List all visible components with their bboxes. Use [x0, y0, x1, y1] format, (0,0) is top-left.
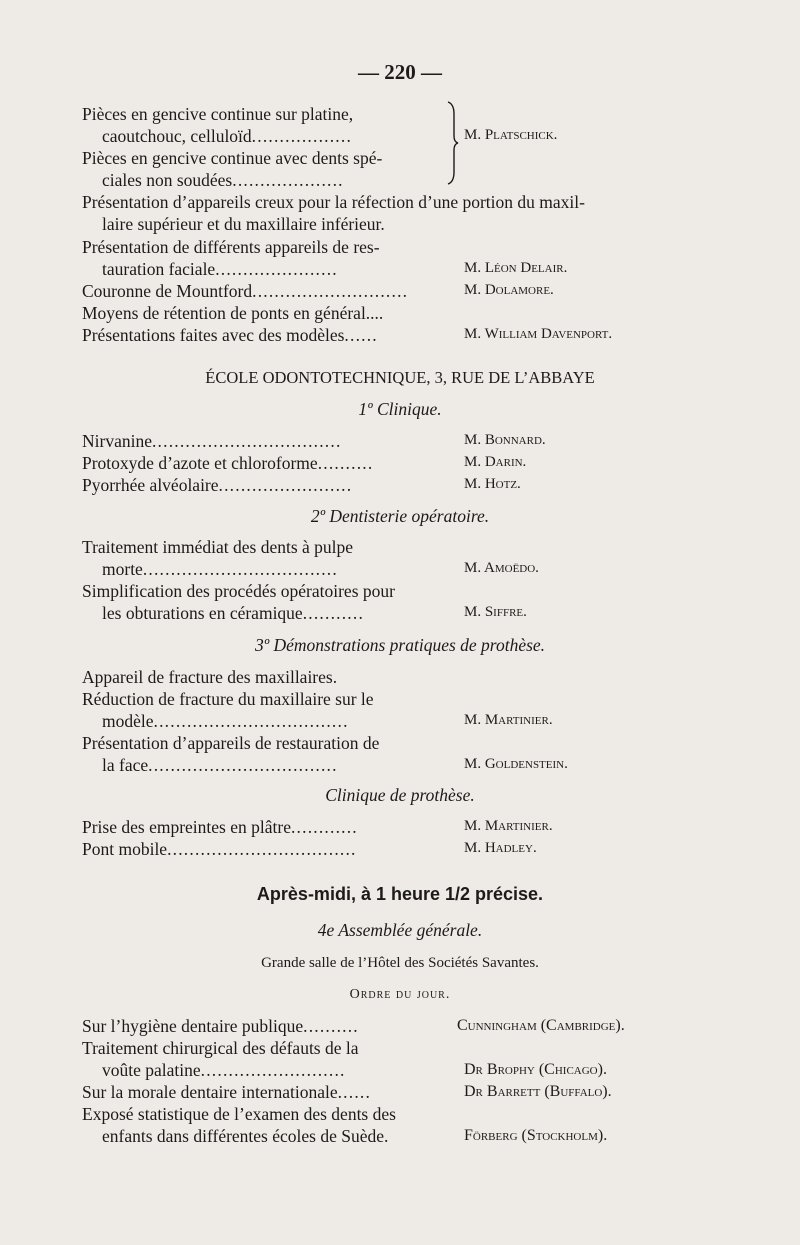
author-name: Dr Brophy (Chicago). [464, 1061, 607, 1078]
author-name: M. Martinier. [464, 818, 553, 834]
author-name: M. Hadley. [464, 840, 537, 856]
section-heading: Après-midi, à 1 heure 1/2 précise. [256, 884, 544, 904]
list-item: Simplification des procédés opératoires pour les obturations en céramique........... [82, 581, 395, 623]
list-item: Traitement chirurgical des défauts de la voûte palatine.......................... [82, 1038, 359, 1080]
author-name: M. Hotz. [464, 476, 521, 492]
author-name: Förberg (Stockholm). [464, 1127, 608, 1144]
list-item: Sur la morale dentaire internationale...... [82, 1082, 372, 1102]
list-item: Traitement immédiat des dents à pulpe morte................................... [82, 537, 354, 579]
list-item: Exposé statistique de l’examen des dents des enfants dans différentes écoles de Suède. [82, 1104, 396, 1146]
subsection-heading: 3º Démonstrations pratiques de prothèse. [254, 635, 546, 655]
section-heading: ÉCOLE ODONTOTECHNIQUE, 3, RUE DE L’ABBAYE [205, 368, 595, 387]
subsection-heading: Clinique de prothèse. [325, 785, 475, 805]
list-item: Pièces en gencive continue avec dents spé- ciales non soudées.................... [82, 148, 383, 190]
agenda-heading: Ordre du jour. [349, 987, 451, 1002]
author-name: M. Platschick. [464, 127, 558, 143]
list-item: Pont mobile.................................. [82, 839, 357, 859]
list-item: Pyorrhée alvéolaire........................ [82, 475, 353, 495]
author-name: M. Amoëdo. [464, 560, 539, 576]
subsection-heading: 1º Clinique. [358, 399, 442, 419]
author-name: Dr Barrett (Buffalo). [464, 1083, 612, 1100]
page-number: — 220 — [358, 60, 442, 84]
list-item: Moyens de rétention de ponts en général.... [82, 303, 384, 323]
list-item: Présentation de différents appareils de res- tauration faciale...................... [82, 237, 380, 279]
author-name: M. William Davenport. [464, 326, 613, 342]
list-item: Prise des empreintes en plâtre............ [82, 817, 358, 837]
venue-line: Grande salle de l’Hôtel des Sociétés Savantes. [261, 955, 539, 971]
brace-icon [446, 100, 460, 186]
subsection-heading: 2º Dentisterie opératoire. [310, 506, 490, 526]
author-name: M. Léon Delair. [464, 260, 568, 276]
list-item: Réduction de fracture du maxillaire sur le modèle................................... [82, 689, 374, 731]
list-item: Présentation d’appareils creux pour la réfection d’une portion du maxil- laire supérieur et du maxillaire inférieur. [82, 192, 585, 234]
author-name: M. Dolamore. [464, 282, 554, 298]
list-item: Présentation d’appareils de restauration de la face.................................. [82, 733, 380, 775]
author-name: M. Bonnard. [464, 432, 546, 448]
list-item: Sur l’hygiène dentaire publique.......... [82, 1016, 359, 1036]
list-item: Présentations faites avec des modèles...... [82, 325, 378, 345]
list-item: Appareil de fracture des maxillaires. [82, 667, 338, 687]
author-name: M. Martinier. [464, 712, 553, 728]
author-name: Cunningham (Cambridge). [457, 1017, 625, 1034]
list-item: Pièces en gencive continue sur platine, caoutchouc, celluloïd.................. [82, 104, 354, 146]
list-item: Couronne de Mountford............................ [82, 281, 409, 301]
list-item: Nirvanine.................................. [82, 431, 342, 451]
author-name: M. Darin. [464, 454, 527, 470]
subsection-heading: 4e Assemblée générale. [317, 920, 483, 940]
author-name: M. Goldenstein. [464, 756, 568, 772]
list-item: Protoxyde d’azote et chloroforme.......... [82, 453, 374, 473]
author-name: M. Siffre. [464, 604, 527, 620]
